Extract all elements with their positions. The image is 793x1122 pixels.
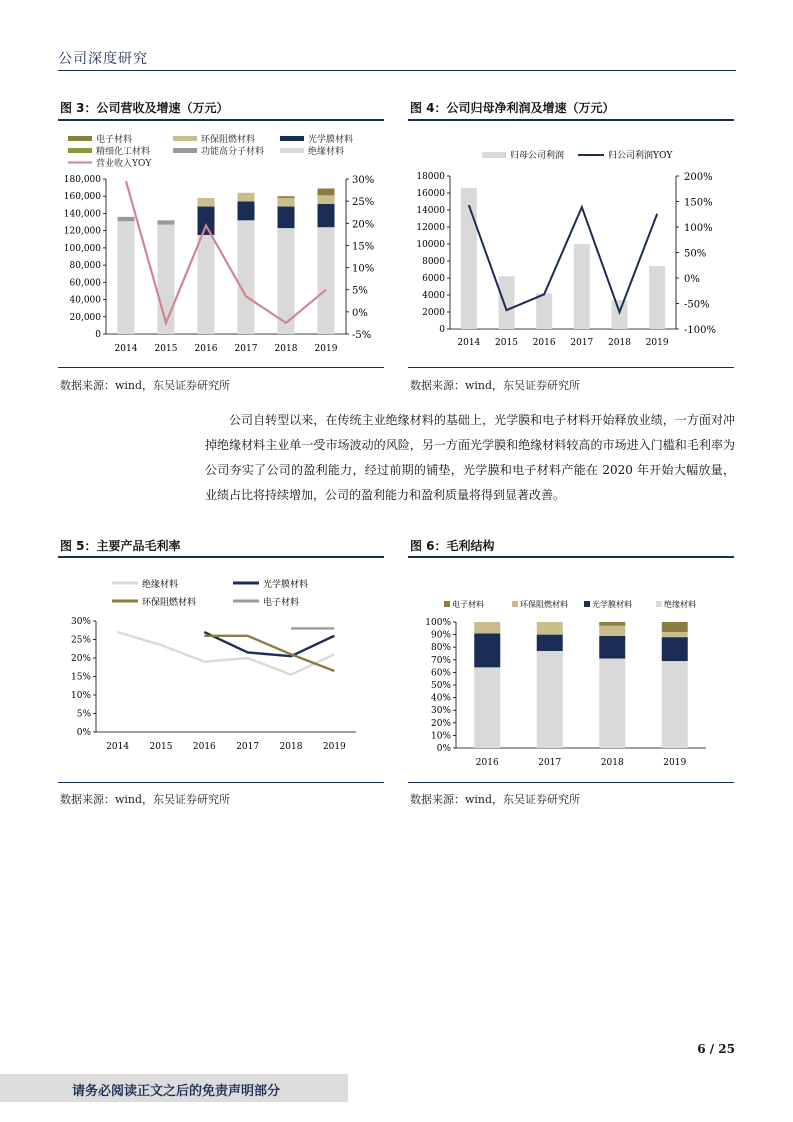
fig3-bar-光学膜材料 (198, 207, 215, 235)
fig3-legend-label-0: 电子材料 (96, 135, 133, 145)
fig6-x-tick-label: 2019 (663, 758, 687, 768)
fig3-y-tick-label: 140,000 (63, 209, 101, 220)
fig6-y-tick-label: 80% (430, 643, 451, 654)
fig4-bar (574, 244, 590, 329)
fig5-legend-label-1: 光学膜材料 (263, 580, 309, 590)
fig5-y-tick-label: 30% (70, 617, 91, 627)
fig6-bar-绝缘材料 (599, 659, 625, 748)
fig6-bar-光学膜材料 (537, 635, 563, 651)
fig3-bar-环保阻燃材料 (238, 193, 255, 202)
fig4-bar (536, 293, 552, 329)
fig5-y-tick-label: 10% (70, 691, 91, 701)
fig6-bar-电子材料 (599, 622, 625, 626)
fig3-legend-label-1: 环保阻燃材料 (201, 135, 256, 145)
fig4-y2-tick-label: 0% (684, 274, 700, 285)
fig6-top-rule (408, 556, 734, 558)
fig3-legend-swatch-4 (173, 148, 197, 153)
fig6-bottom-rule (408, 782, 734, 783)
fig4-y-tick-label: 8000 (422, 257, 445, 267)
fig5-x-tick-label: 2017 (236, 742, 260, 752)
body-paragraph: 公司自转型以来，在传统主业绝缘材料的基础上，光学膜和电子材料开始释放业绩，一方面对冲掉绝缘材料主业单一受市场波动的风险，另一方面光学膜和绝缘材料较高的市场进入门槛和毛利率为公司夯实了公司的盈利能力，经过前期的铺垫，光学膜和电子材料产能在 2020 年开始大幅放量，业绩占比将持续增加，公司的盈利能力和盈利质量将得到显著改善。 (205, 413, 735, 502)
page-number: 6 / 25 (697, 1042, 735, 1056)
fig3-bottom-rule (58, 367, 384, 368)
fig3-yoy-line (126, 181, 326, 323)
fig3-y-tick-label: 160,000 (63, 192, 101, 203)
fig3-y2-tick-label: 25% (352, 197, 375, 209)
fig4-y-tick-label: 10000 (416, 240, 445, 250)
fig5-y-tick-label: 25% (70, 635, 91, 646)
fig3-x-tick-label: 2017 (234, 344, 258, 354)
fig4-chart (408, 122, 734, 367)
fig4-y-tick-label: 0 (439, 325, 445, 335)
fig3-title: 图 3：公司营收及增速（万元） (60, 101, 229, 115)
fig3-y-tick-label: 0 (95, 330, 101, 340)
fig5-title: 图 5：主要产品毛利率 (60, 539, 181, 553)
fig4-yoy-line (469, 205, 657, 312)
fig6-bar-环保阻燃材料 (537, 622, 563, 635)
fig6-bar-光学膜材料 (599, 636, 625, 659)
fig3-y-tick-label: 60,000 (69, 278, 101, 289)
fig3-y2-tick-label: 30% (352, 175, 375, 186)
fig3-y2-tick-label: 15% (352, 241, 375, 253)
fig3-legend-swatch-1 (173, 136, 197, 141)
fig3-x-tick-label: 2015 (154, 344, 178, 354)
fig4-legend-bar-label: 归母公司利润 (510, 151, 565, 161)
fig4-y-tick-label: 6000 (422, 274, 445, 284)
fig5-x-tick-label: 2015 (149, 742, 173, 752)
fig6-source: 数据来源：wind，东吴证券研究所 (410, 793, 581, 806)
fig3-bar-光学膜材料 (318, 204, 335, 227)
fig4-bottom-rule (408, 367, 734, 368)
fig6-y-tick-label: 30% (430, 706, 451, 717)
fig4-title: 图 4：公司归母净利润及增速（万元） (410, 101, 615, 115)
fig6-chart (408, 559, 734, 781)
fig3-bar-环保阻燃材料 (278, 198, 295, 207)
header-divider (58, 70, 736, 71)
fig3-bar-电子材料 (278, 196, 295, 198)
fig5-y-tick-label: 5% (76, 709, 91, 720)
fig3-source: 数据来源：wind，东吴证券研究所 (60, 379, 231, 392)
fig5-y-tick-label: 15% (70, 672, 91, 683)
fig5-chart (58, 559, 384, 781)
fig6-legend-swatch-3 (656, 601, 662, 607)
fig3-bar-环保阻燃材料 (198, 198, 215, 207)
fig6-y-tick-label: 60% (430, 668, 451, 679)
fig6-legend-swatch-0 (444, 601, 450, 607)
fig3-bar-绝缘材料 (318, 227, 335, 334)
fig3-bar-绝缘材料 (238, 220, 255, 334)
fig3-y-tick-label: 120,000 (63, 226, 101, 237)
fig4-y-tick-label: 16000 (416, 189, 445, 199)
fig6-y-tick-label: 100% (425, 618, 451, 628)
fig6-legend-swatch-1 (512, 601, 518, 607)
fig4-y-tick-label: 14000 (416, 206, 445, 216)
fig3-legend-label-5: 绝缘材料 (308, 147, 345, 157)
fig3-bar-绝缘材料 (158, 225, 175, 334)
fig4-bar (461, 188, 477, 329)
fig6-x-tick-label: 2018 (600, 758, 624, 768)
fig6-y-tick-label: 0% (436, 744, 451, 754)
fig5-legend-label-3: 电子材料 (263, 598, 300, 608)
footer-disclaimer-bar (0, 1074, 348, 1102)
fig6-bar-电子材料 (662, 622, 688, 632)
fig3-legend-label-2: 光学膜材料 (308, 135, 354, 145)
fig4-x-tick-label: 2015 (495, 338, 518, 348)
fig4-top-rule (408, 119, 734, 121)
fig3-legend-swatch-3 (68, 148, 92, 153)
fig4-y-tick-label: 2000 (422, 308, 445, 318)
fig3-y2-tick-label: 0% (352, 307, 368, 319)
fig4-x-tick-label: 2014 (457, 338, 481, 348)
fig6-legend-label-0: 电子材料 (452, 600, 484, 609)
fig3-y-tick-label: 20,000 (69, 312, 101, 323)
fig6-title: 图 6：毛利结构 (410, 539, 495, 553)
fig6-bar-光学膜材料 (474, 633, 500, 667)
footer-disclaimer-text: 请务必阅读正文之后的免责声明部分 (72, 1084, 281, 1099)
fig6-legend-label-3: 绝缘材料 (664, 600, 696, 609)
fig4-x-tick-label: 2016 (532, 338, 556, 348)
fig3-legend-swatch-2 (280, 136, 304, 141)
fig6-legend-label-1: 环保阻燃材料 (520, 600, 568, 609)
fig3-bar-绝缘材料 (198, 235, 215, 334)
fig6-x-tick-label: 2017 (538, 758, 562, 768)
fig3-y-tick-label: 40,000 (69, 295, 101, 306)
fig3-bar-绝缘材料 (118, 221, 135, 334)
fig4-y2-tick-label: 50% (684, 248, 707, 260)
fig3-y-tick-label: 100,000 (63, 243, 101, 254)
fig4-x-tick-label: 2018 (608, 338, 631, 348)
fig3-y2-tick-label: 10% (352, 263, 375, 275)
fig5-y-tick-label: 0% (76, 728, 91, 738)
fig3-legend-label-3: 精细化工材料 (96, 147, 151, 157)
fig6-y-tick-label: 40% (430, 693, 451, 704)
fig6-bar-绝缘材料 (537, 651, 563, 748)
fig6-y-tick-label: 50% (430, 681, 451, 691)
fig3-legend-label-4: 功能高分子材料 (201, 147, 265, 157)
fig3-x-tick-label: 2018 (274, 344, 298, 354)
fig6-y-tick-label: 10% (430, 731, 451, 742)
fig3-top-rule (58, 119, 384, 121)
fig6-bar-绝缘材料 (662, 661, 688, 748)
fig3-legend-label-6: 营业收入YOY (96, 159, 152, 169)
fig3-y-tick-label: 180,000 (63, 175, 101, 185)
fig5-legend-label-2: 环保阻燃材料 (142, 598, 197, 608)
fig4-source: 数据来源：wind，东吴证券研究所 (410, 379, 581, 392)
fig4-y2-tick-label: 150% (684, 197, 713, 209)
fig5-bottom-rule (58, 782, 384, 783)
fig5-x-tick-label: 2014 (106, 742, 130, 752)
fig6-bar-环保阻燃材料 (662, 632, 688, 637)
fig3-bar-环保阻燃材料 (318, 195, 335, 204)
fig3-x-tick-label: 2019 (314, 344, 338, 354)
fig5-x-tick-label: 2018 (279, 742, 303, 752)
fig3-y-tick-label: 80,000 (69, 261, 101, 272)
fig4-bar (499, 276, 515, 329)
fig5-legend-label-0: 绝缘材料 (142, 580, 179, 590)
fig5-x-tick-label: 2019 (322, 742, 346, 752)
fig3-y2-tick-label: -5% (352, 330, 372, 341)
fig6-bar-绝缘材料 (474, 667, 500, 748)
fig4-y-tick-label: 4000 (422, 291, 445, 301)
fig6-x-tick-label: 2016 (475, 758, 499, 768)
fig5-line-绝缘材料 (118, 632, 335, 675)
fig4-y2-tick-label: -50% (684, 299, 710, 311)
fig4-y2-tick-label: 200% (684, 172, 713, 183)
fig4-x-tick-label: 2019 (645, 338, 669, 348)
fig3-x-tick-label: 2014 (114, 344, 138, 354)
fig3-legend-swatch-5 (280, 148, 304, 153)
fig3-y2-tick-label: 5% (352, 285, 368, 297)
fig3-bar-功能高分子材料 (158, 220, 175, 224)
fig3-x-tick-label: 2016 (194, 344, 218, 354)
fig6-bar-环保阻燃材料 (599, 626, 625, 636)
fig5-source: 数据来源：wind，东吴证券研究所 (60, 793, 231, 806)
fig5-top-rule (58, 556, 384, 558)
fig3-legend-swatch-0 (68, 136, 92, 141)
fig3-y2-tick-label: 20% (352, 219, 375, 231)
fig4-y-tick-label: 12000 (416, 223, 445, 233)
body-paragraph-block (205, 408, 735, 508)
fig6-y-tick-label: 20% (430, 718, 451, 729)
fig6-legend-label-2: 光学膜材料 (592, 600, 632, 609)
fig4-x-tick-label: 2017 (570, 338, 594, 348)
fig3-bar-光学膜材料 (238, 201, 255, 220)
fig4-y-tick-label: 18000 (416, 172, 445, 182)
fig3-bar-电子材料 (318, 188, 335, 195)
fig6-y-tick-label: 70% (430, 655, 451, 666)
fig5-y-tick-label: 20% (70, 654, 91, 664)
fig4-bar (649, 266, 665, 329)
fig3-bar-光学膜材料 (278, 207, 295, 229)
fig3-bar-功能高分子材料 (118, 217, 135, 221)
fig3-chart (58, 122, 384, 367)
fig6-bar-光学膜材料 (662, 637, 688, 661)
fig6-legend-swatch-2 (584, 601, 590, 607)
fig4-legend-line-label: 归公司利润YOY (608, 151, 673, 161)
page-header: 公司深度研究 (58, 51, 148, 67)
fig5-x-tick-label: 2016 (192, 742, 216, 752)
fig4-y2-tick-label: 100% (684, 223, 713, 234)
fig4-y2-tick-label: -100% (684, 325, 716, 336)
fig6-bar-环保阻燃材料 (474, 622, 500, 633)
fig4-legend-bar-swatch (482, 152, 506, 158)
fig6-y-tick-label: 90% (430, 630, 451, 641)
